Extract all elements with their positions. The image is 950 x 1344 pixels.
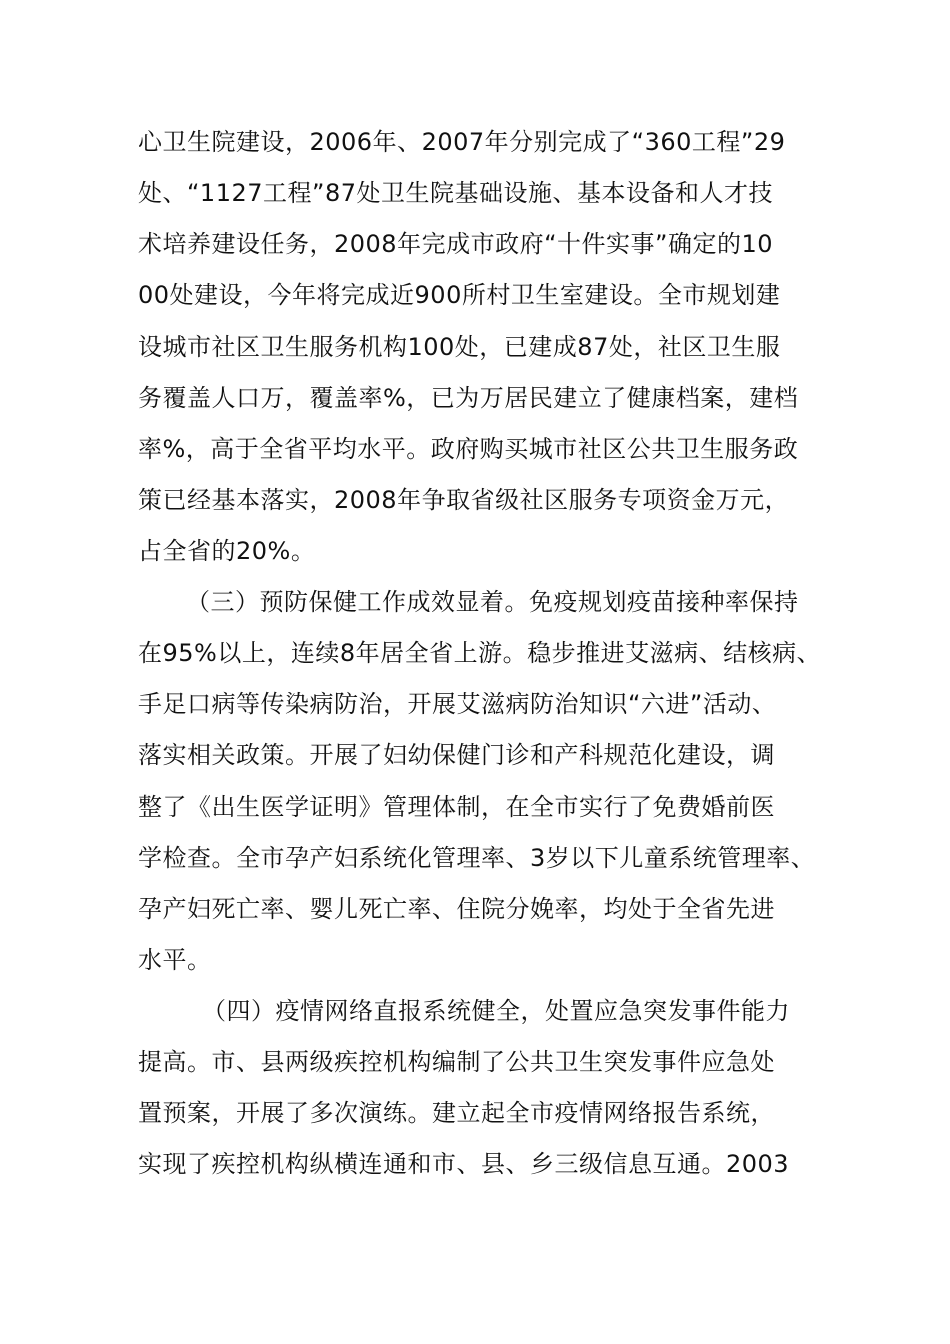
- text-line: 占全省的20%。: [138, 537, 316, 565]
- text-line: 整了《出生医学证明》管理体制，在全市实行了免费婚前医: [138, 793, 775, 821]
- text-line: 务覆盖人口万，覆盖率%，已为万居民建立了健康档案，建档: [138, 384, 799, 412]
- text-line: 策已经基本落实，2008年争取省级社区服务专项资金万元，: [138, 486, 790, 514]
- text-line: 手足口病等传染病防治，开展艾滋病防治知识“六进”活动、: [138, 690, 777, 718]
- text-line: 率%，高于全省平均水平。政府购买城市社区公共卫生服务政: [138, 435, 799, 463]
- text-line: 00处建设，今年将完成近900所村卫生室建设。全市规划建: [138, 281, 781, 309]
- text-line: 心卫生院建设，2006年、2007年分别完成了“360工程”29: [138, 128, 786, 156]
- text-line: 设城市社区卫生服务机构100处，已建成87处，社区卫生服: [138, 333, 781, 361]
- text-line: 落实相关政策。开展了妇幼保健门诊和产科规范化建设，调: [138, 741, 775, 769]
- text-line: 孕产妇死亡率、婴儿死亡率、住院分娩率，均处于全省先进: [138, 895, 775, 923]
- text-line: 处、“1127工程”87处卫生院基础设施、基本设备和人才技: [138, 179, 773, 207]
- text-line: 水平。: [138, 946, 212, 974]
- text-line: 在95%以上，连续8年居全省上游。稳步推进艾滋病、结核病、: [138, 639, 822, 667]
- section-heading-line: （四）疫情网络直报系统健全，处置应急突发事件能力: [202, 997, 790, 1025]
- text-line: 实现了疾控机构纵横连通和市、县、乡三级信息互通。2003: [138, 1150, 790, 1178]
- text-line: 提高。市、县两级疾控机构编制了公共卫生突发事件应急处: [138, 1048, 775, 1076]
- text-line: 学检查。全市孕产妇系统化管理率、3岁以下儿童系统管理率、: [138, 844, 816, 872]
- text-line: 置预案，开展了多次演练。建立起全市疫情网络报告系统，: [138, 1099, 775, 1127]
- text-line: 术培养建设任务，2008年完成市政府“十件实事”确定的10: [138, 230, 773, 258]
- section-heading-line: （三）预防保健工作成效显着。免疫规划疫苗接种率保持: [186, 588, 799, 616]
